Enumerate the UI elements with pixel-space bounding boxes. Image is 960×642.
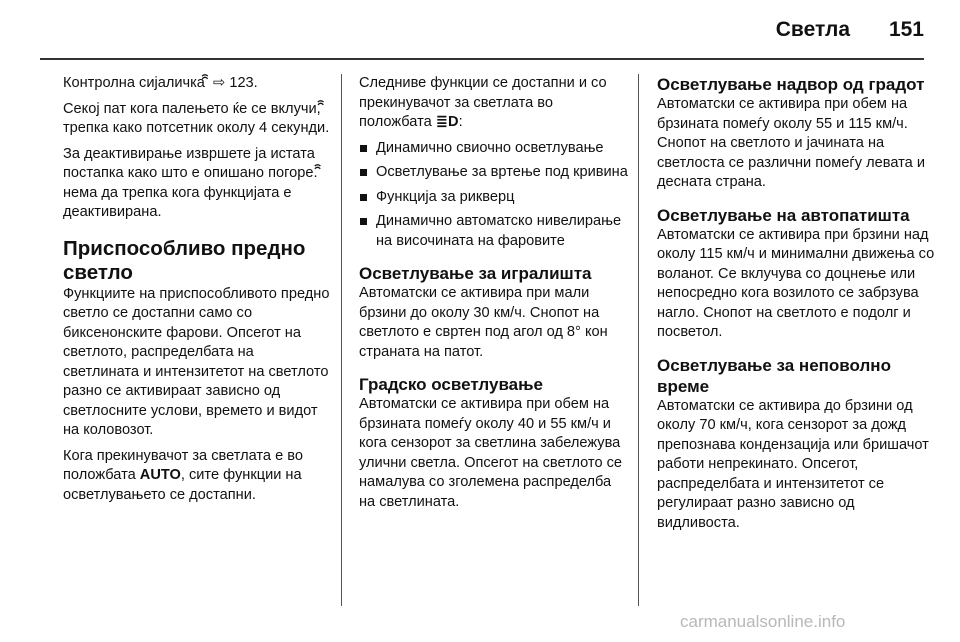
list-item: Функција за рикверц bbox=[359, 188, 629, 208]
list-item: Динамично автоматско нивелирање на височината на фаровите bbox=[359, 212, 629, 251]
heading-adaptive-forward-lighting: Приспособливо предно светло bbox=[63, 236, 306, 284]
low-beam-icon: ≣D bbox=[435, 114, 459, 130]
bullet-square-icon bbox=[360, 169, 367, 176]
page-number: 151 bbox=[888, 18, 924, 41]
heading-bad-weather-lighting: Осветлување за неповолно време bbox=[657, 355, 891, 396]
auto-label: AUTO bbox=[139, 467, 181, 483]
bullet-square-icon bbox=[360, 145, 367, 152]
column-2 bbox=[359, 74, 629, 518]
header-rule bbox=[40, 58, 924, 60]
column-1 bbox=[63, 74, 333, 511]
paragraph-town-lighting: Автоматски се активира при обем на брзината помеѓу околу 40 и 55 км/ч и кога сензорот за светлина забележува улични светла. Опсегот на светлото се намалува со зголемена распределба на светлината. bbox=[359, 396, 623, 510]
function-list bbox=[359, 139, 629, 252]
column-divider-left bbox=[341, 74, 342, 606]
heading-town-lighting: Градско осветлување bbox=[359, 375, 543, 394]
bullet-square-icon bbox=[360, 194, 367, 201]
bullet-square-icon bbox=[360, 218, 367, 225]
paragraph-ignition-reminder: Секој пат кога палењето ќе се вклучи, трепка како потсетник околу 4 секунди. bbox=[63, 100, 330, 136]
column-divider-right bbox=[638, 74, 639, 606]
paragraph-motorway-lighting: Автоматски се активира при брзини над околу 115 км/ч и минимални движења со воланот. Се вклучува со доцнење или непосредно кога возилото се забрзува нагло. Снопот на светлото е подолг и посветол. bbox=[657, 226, 935, 340]
paragraph-outside-town-lighting: Автоматски се активира при обем на брзината помеѓу околу 55 и 115 км/ч. Снопот на светлото и јачината на светлоста се различни помеѓу левата и десната страна. bbox=[657, 96, 925, 190]
heading-outside-town-lighting: Осветлување надвор од градот bbox=[657, 75, 925, 94]
heading-country-lighting: Осветлување за игралишта bbox=[359, 264, 592, 283]
page-header-title: Светла bbox=[775, 18, 850, 41]
heading-motorway-lighting: Осветлување на автопатишта bbox=[657, 205, 910, 225]
paragraph-country-lighting: Автоматски се активира при мали брзини до околу 30 км/ч. Снопот на светлото е свртен под агол од 8° кон страната на патот. bbox=[359, 285, 608, 360]
paragraph-deactivation: За деактивирање извршете ја истата постапка како што е опишано погоре. нема да трепка кога функцијата е деактивирана. bbox=[63, 145, 322, 220]
paragraph-bad-weather-lighting: Автоматски се активира до брзини од околу 70 км/ч, кога сензорот за дожд препознава кондензација или бришачот работи непрекинато. Опсегот, распределбата и интензитетот се регулираат разно зависно од видливоста. bbox=[657, 397, 929, 531]
watermark: carmanualsonline.info bbox=[680, 612, 846, 631]
list-item: Динамично свиочно осветлување bbox=[359, 139, 629, 159]
paragraph-adaptive-intro: Функциите на приспособливото предно светло се достапни само со биксенонските фарови. Опсегот на светлото, распределбата на светлината и интензитетот на светлото разно се активираат зависно од светлосните услови, времето и видот на коловозот. bbox=[63, 285, 330, 438]
column-3 bbox=[657, 74, 937, 539]
paragraph-functions-available: Следниве функции се достапни и со прекинувачот за светлата во положбата ≣D: bbox=[359, 74, 629, 133]
paragraph-auto-position: Кога прекинувачот за светлата е во положбата AUTO, сите функции на осветлувањето се достапни. bbox=[63, 447, 303, 503]
list-item: Осветлување за вртење под кривина bbox=[359, 163, 629, 183]
paragraph-control-light: Контролна сијаличка ⇨ 123. bbox=[63, 75, 258, 91]
